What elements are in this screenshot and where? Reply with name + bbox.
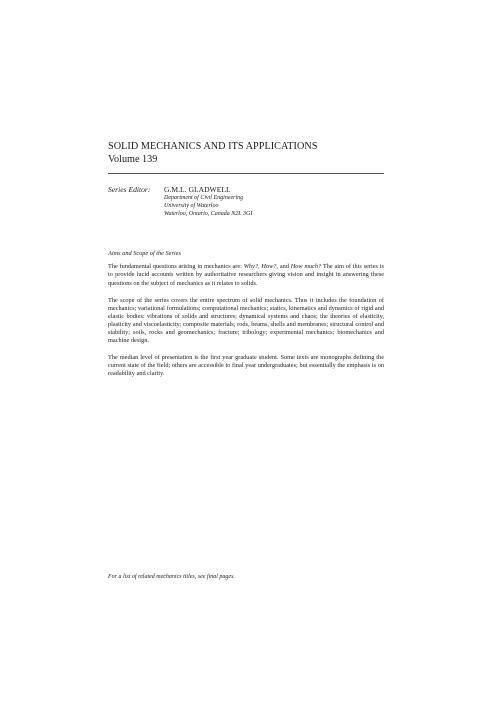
editor-block	[108, 185, 384, 218]
p1-comma: ,	[258, 263, 262, 271]
editor-university: University of Waterloo	[164, 202, 219, 209]
p1-post: The aim of this series is to provide lucid accounts written by authoritative researchers giving vision and insight in answering these questions on the subject of mechanics as it relates to solids.	[108, 263, 384, 287]
p1-how-much: How much?	[290, 263, 322, 271]
volume-number: Volume 139	[108, 154, 158, 165]
editor-department: Department of Civil Engineering	[164, 195, 244, 201]
p1-pre: The fundamental questions arising in mechanics are:	[108, 263, 244, 271]
editor-address: Waterloo, Ontario, Canada N2L 3GI	[164, 210, 253, 217]
series-title: SOLID MECHANICS AND ITS APPLICATIONS	[108, 141, 318, 152]
aims-paragraph-3: The median level of presentation is the first year graduate student. Some texts are monographs defining the current state of the field; others are accessible to final year undergraduates; but essentially the emphasis is on readability and clarity.	[108, 354, 384, 378]
editor-info	[164, 185, 384, 218]
horizontal-rule	[108, 173, 384, 174]
aims-paragraph-1	[108, 263, 384, 287]
page-content	[108, 140, 384, 379]
p1-how: How?	[261, 263, 277, 271]
aims-heading: Aims and Scope of the Series	[108, 250, 181, 258]
p1-why: Why?	[243, 263, 259, 271]
editor-name: G.M.L. GLADWELL	[164, 185, 231, 194]
p1-and: , and	[276, 263, 291, 271]
related-titles-note: For a list of related mechanics titles, see final pages.	[108, 574, 235, 580]
editor-label: Series Editor:	[108, 185, 151, 194]
aims-paragraph-2: The scope of the series covers the entire spectrum of solid mechanics. Thus it includes the foundation of mechanics; variational formulations; computational mechanics; statics, kinematics and dynamics of rigid and elastic bodies: vibrations of solids and structures; dynamical systems and chaos; the theories of elasticity, plasticity and viscoelasticity; composite materials; rods, beams, shells and membranes; structural control and stability; soils, rocks and geomechanics; fracture; tribology; experimental mechanics; biomechanics and machine design.	[108, 296, 384, 345]
